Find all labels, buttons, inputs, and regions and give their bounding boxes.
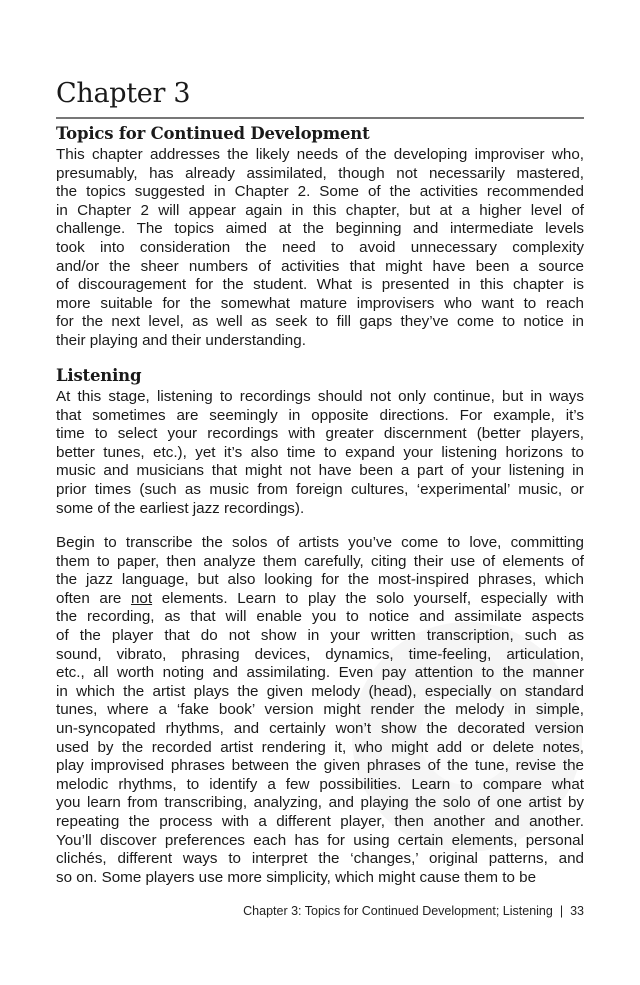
title-rule bbox=[56, 117, 584, 119]
text-line: for the next level, as well as seek to fill gaps they’ve come to notice in bbox=[56, 313, 584, 331]
text-line: Begin to transcribe the solos of artists you’ve come to love, committing bbox=[56, 534, 584, 551]
page-number: 33 bbox=[570, 904, 584, 918]
underlined-word: not bbox=[130, 589, 153, 607]
text-line: repeating the process with a different player, then another and another. bbox=[56, 812, 584, 830]
text-line: you learn from transcribing, analyzing, and playing the solo of one artist by bbox=[56, 794, 584, 812]
text-line: challenge. The topics aimed at the beginning and intermediate levels bbox=[56, 220, 584, 238]
text-line: often are not elements. Learn to play the solo yourself, especially with bbox=[56, 589, 585, 607]
text-line: used by the recorded artist rendering it, who might add or delete notes, bbox=[56, 738, 584, 756]
text-line: play improvised phrases between the given phrases of the tune, revise the bbox=[56, 757, 584, 775]
text-line: of discouragement for the student. What is presented in this chapter is bbox=[56, 276, 584, 294]
text-line: them to paper, then analyze them carefully, citing their use of elements of bbox=[56, 552, 584, 570]
text-line: the jazz language, but also looking for the most-inspired phrases, which bbox=[56, 571, 584, 589]
text-line: tunes, where a ‘fake book’ version might render the melody in simple, bbox=[56, 701, 584, 719]
text-line: their playing and their understanding. bbox=[56, 331, 306, 349]
text-line: At this stage, listening to recordings should not only continue, but in ways bbox=[56, 388, 584, 405]
text-line: the recording, as that will enable you to notice and assimilate aspects bbox=[56, 608, 584, 626]
text-line: time to select your recordings with greater discernment (better players, bbox=[56, 425, 584, 443]
text-line: prior times (such as music from foreign cultures, ‘experimental’ music, or bbox=[56, 480, 584, 498]
text-line: music and musicians that might not have been a part of your listening in bbox=[56, 462, 584, 480]
text-line: the topics suggested in Chapter 2. Some of the activities recommended bbox=[56, 183, 584, 201]
text-line: took into consideration the need to avoid unnecessary complexity bbox=[56, 238, 584, 256]
text-line: This chapter addresses the likely needs of the developing improviser who, bbox=[56, 146, 584, 163]
paragraph bbox=[56, 388, 584, 518]
text-line: more suitable for the somewhat mature improvisers who want to reach bbox=[56, 294, 584, 312]
footer-separator: | bbox=[559, 904, 564, 918]
text-line: that sometimes are seemingly in opposite directions. For example, it’s bbox=[56, 406, 584, 424]
text-line: You’ll discover preferences each has for using certain elements, personal bbox=[56, 831, 584, 849]
paragraph bbox=[56, 534, 584, 887]
text-line: etc., all worth noting and assimilating. Even pay attention to the manner bbox=[56, 664, 584, 682]
text-line: in Chapter 2 will appear again in this chapter, but at a higher level of bbox=[56, 201, 584, 219]
section-heading-topics: Topics for Continued Development bbox=[56, 124, 370, 143]
page-footer bbox=[243, 903, 584, 919]
text-line: better tunes, etc.), yet it’s also time to expand your listening horizons to bbox=[56, 443, 584, 461]
text-line: melodic rhythms, to identify a few possibilities. Learn to compare what bbox=[56, 775, 584, 793]
section-heading-listening: Listening bbox=[56, 366, 142, 385]
text-line: un-syncopated rhythms, and certainly won’t show the decorated version bbox=[56, 719, 584, 737]
text-line: some of the earliest jazz recordings). bbox=[56, 499, 305, 517]
paragraph bbox=[56, 146, 584, 351]
text-line: in which the artist plays the given melody (head), especially on standard bbox=[56, 682, 584, 700]
text-line: of the player that do not show in your written transcription, such as bbox=[56, 626, 584, 644]
running-head: Chapter 3: Topics for Continued Development; Listening bbox=[243, 904, 553, 918]
text-line: presumably, has already assimilated, though not necessarily mastered, bbox=[56, 164, 584, 182]
text-line: so on. Some players use more simplicity, which might cause them to be bbox=[56, 868, 537, 886]
chapter-title: Chapter 3 bbox=[56, 78, 191, 109]
text-line: clichés, different ways to interpret the ‘changes,’ original patterns, and bbox=[56, 850, 584, 868]
text-line: and/or the sheer numbers of activities that might have been a source bbox=[56, 257, 584, 275]
text-line: sound, vibrato, phrasing devices, dynamics, time-feeling, articulation, bbox=[56, 645, 584, 663]
